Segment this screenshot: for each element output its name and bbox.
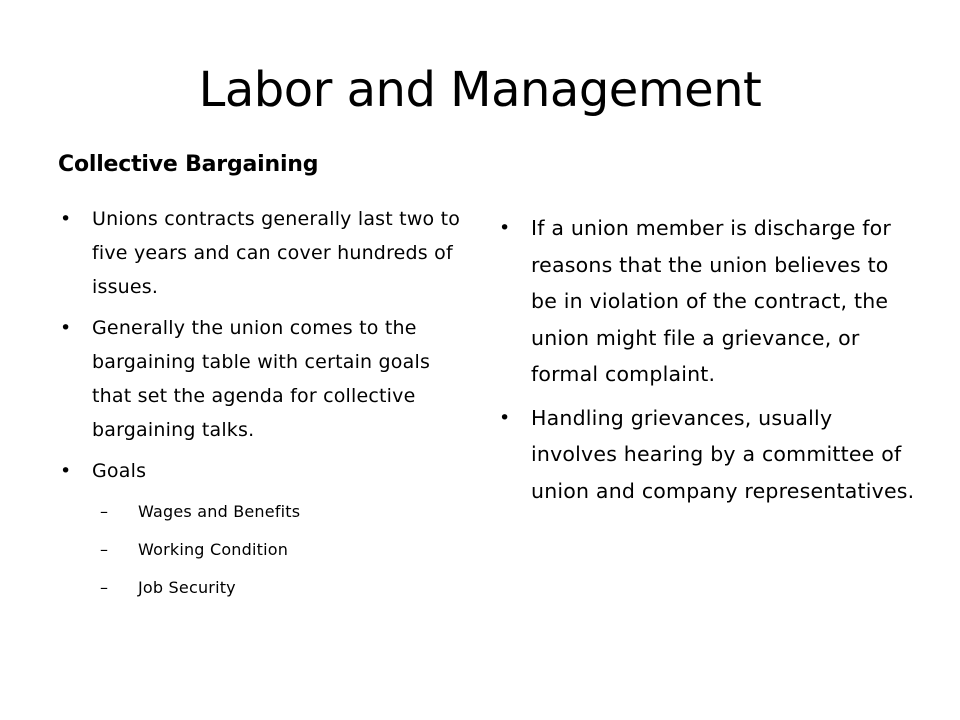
sub-bullet-item — [94, 569, 466, 607]
left-bullet-list — [58, 202, 466, 607]
bullet-item — [497, 210, 917, 393]
right-bullet-list — [497, 210, 917, 509]
bullet-item-goals — [58, 454, 466, 607]
right-column — [497, 210, 917, 509]
bullet-icon: • — [499, 406, 511, 429]
goals-sub-list — [92, 493, 466, 607]
bullet-text: If a union member is discharge for reasons that the union believes to be in violation of the contract, the union might file a grievance, or formal complaint. — [531, 216, 892, 386]
bullet-item — [497, 400, 917, 510]
bullet-icon: • — [499, 217, 511, 239]
bullet-icon: • — [60, 460, 72, 482]
slide-title: Labor and Management — [198, 62, 762, 118]
dash-icon: – — [100, 540, 109, 559]
bullet-item — [58, 202, 466, 304]
sub-bullet-text: Working Condition — [138, 540, 289, 559]
bullet-text: Goals — [92, 460, 147, 482]
dash-icon: – — [100, 578, 109, 597]
bullet-text: Unions contracts generally last two to five years and can cover hundreds of issues. — [92, 208, 461, 298]
slide-subtitle: Collective Bargaining — [58, 152, 319, 177]
left-column — [58, 202, 466, 607]
bullet-icon: • — [60, 317, 72, 339]
sub-bullet-item — [94, 531, 466, 569]
bullet-icon: • — [60, 208, 72, 230]
bullet-text: Handling grievances, usually involves hearing by a committee of union and company representatives. — [531, 405, 915, 503]
bullet-text: Generally the union comes to the bargaining table with certain goals that set the agenda for collective bargaining talks. — [92, 317, 431, 441]
bullet-item — [58, 311, 466, 447]
sub-bullet-item — [94, 493, 466, 531]
sub-bullet-text: Wages and Benefits — [138, 502, 301, 521]
sub-bullet-text: Job Security — [138, 578, 236, 597]
dash-icon: – — [100, 502, 109, 521]
